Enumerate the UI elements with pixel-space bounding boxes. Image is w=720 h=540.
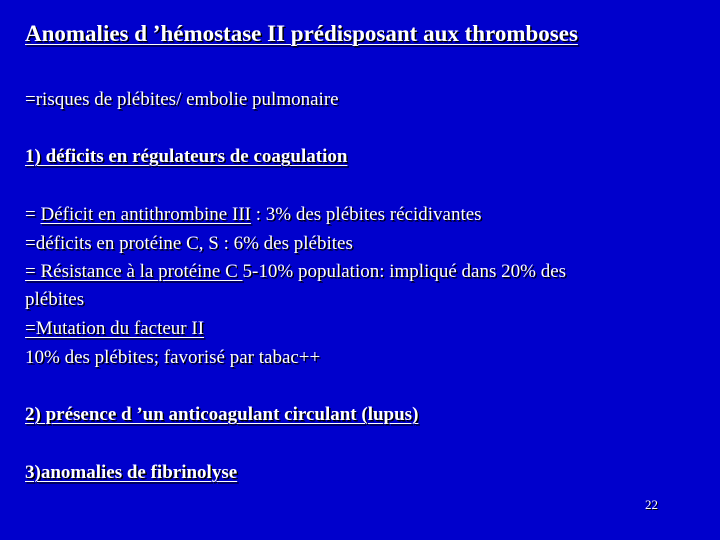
section-3-heading: 3)anomalies de fibrinolyse bbox=[25, 462, 238, 483]
resistance-rest: 5-10% population: impliqué dans 20% des bbox=[242, 261, 567, 282]
resistance-line bbox=[25, 262, 566, 281]
antithrombin-line bbox=[25, 205, 482, 224]
resistance-label: = Résistance à la protéine C bbox=[25, 261, 243, 282]
resistance-continuation: plébites bbox=[25, 289, 85, 310]
factor-ii-detail: 10% des plébites; favorisé par tabac++ bbox=[25, 347, 321, 368]
page-number: 22 bbox=[645, 497, 658, 512]
section-1-heading: 1) déficits en régulateurs de coagulation bbox=[25, 146, 348, 167]
section-2-heading: 2) présence d ’un anticoagulant circulant (lupus) bbox=[25, 404, 419, 425]
subtitle: =risques de plébites/ embolie pulmonaire bbox=[25, 89, 339, 110]
slide-title: Anomalies d ’hémostase II prédisposant aux thromboses bbox=[25, 21, 578, 46]
antithrombin-rest: : 3% des plébites récidivantes bbox=[250, 204, 482, 225]
antithrombin-prefix: = bbox=[25, 204, 41, 225]
antithrombin-label: Déficit en antithrombine III bbox=[40, 204, 251, 225]
factor-ii-line: =Mutation du facteur II bbox=[25, 318, 205, 339]
protein-cs-line: =déficits en protéine C, S : 6% des plébites bbox=[25, 233, 353, 254]
